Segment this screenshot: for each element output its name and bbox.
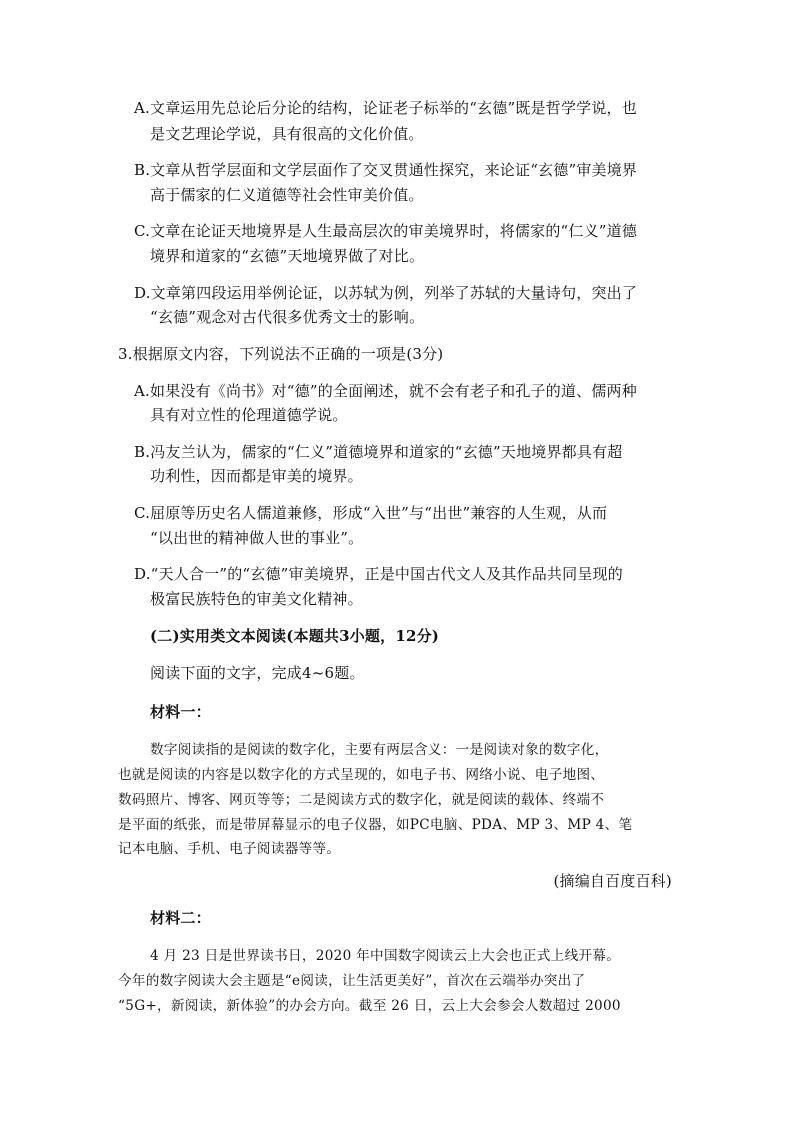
q2-option-c-line1: C.文章在论证天地境界是人生最高层次的审美境界时，将儒家的“仁义”道德	[134, 222, 638, 240]
q2-option-d-line2: “玄德”观念对古代很多优秀文士的影响。	[150, 308, 425, 326]
q3-option-a-line2: 具有对立性的伦理道德学说。	[150, 406, 348, 424]
q2-option-a-line2: 是文艺理论学说，具有很高的文化价值。	[150, 125, 424, 143]
material1-line-5: 记本电脑、手机、电子阅读器等等。	[118, 841, 341, 857]
q3-option-d-line2: 极富民族特色的审美文化精神。	[150, 590, 363, 608]
material2-line-2: 今年的数字阅读大会主题是“e阅读，让生活更美好”，首次在云端举办突出了	[118, 973, 586, 989]
q2-option-a-line1: A.文章运用先总论后分论的结构，论证老子标举的“玄德”既是哲学学说，也	[134, 99, 637, 117]
section-title: (二)实用类文本阅读(本题共3小题，12分)	[150, 627, 440, 645]
material1-line-2: 也就是阅读的内容是以数字化的方式呈现的，如电子书、网络小说、电子地图、	[118, 767, 605, 783]
material1-title: 材料一：	[150, 703, 211, 721]
material1-line-3: 数码照片、博客、网页等等；二是阅读方式的数字化，就是阅读的载体、终端不	[118, 792, 605, 808]
q3-option-d-line1: D.“天人合一”的“玄德”审美境界，正是中国古代文人及其作品共同呈现的	[134, 565, 623, 583]
q3-option-b-line2: 功利性，因而都是审美的境界。	[150, 467, 363, 485]
q3-option-c-line1: C.屈原等历史名人儒道兼修，形成“入世”与“出世”兼容的人生观，从而	[134, 504, 608, 522]
q2-option-b-line2: 高于儒家的仁义道德等社会性审美价值。	[150, 186, 424, 204]
q3-option-b-line1: B.冯友兰认为，儒家的“仁义”道德境界和道家的“玄德”天地境界都具有超	[134, 443, 623, 461]
material2-title: 材料二：	[150, 909, 211, 927]
q3-option-a-line1: A.如果没有《尚书》对“德”的全面阐述，就不会有老子和孔子的道、儒两种	[134, 382, 637, 400]
material2-line-1: 4 月 23 日是世界读书日，2020 年中国数字阅读云上大会也正式上线开幕。	[150, 948, 621, 964]
section-instruction: 阅读下面的文字，完成4~6题。	[150, 664, 365, 682]
q2-option-d-line1: D.文章第四段运用举例论证，以苏轼为例，列举了苏轼的大量诗句，突出了	[134, 284, 638, 302]
q2-option-c-line2: 境界和道家的“玄德”天地境界做了对比。	[150, 247, 425, 265]
material1-source: (摘编自百度百科)	[553, 872, 672, 890]
material1-line-1: 数字阅读指的是阅读的数字化，主要有两层含义：一是阅读对象的数字化，	[150, 742, 609, 758]
q3-stem: 3.根据原文内容，下列说法不正确的一项是(3分)	[118, 345, 444, 363]
q3-option-c-line2: “以出世的精神做人世的事业”。	[150, 529, 364, 547]
material2-line-3: “5G+，新阅读，新体验”的办会方向。截至 26 日，云上大会参会人数超过 2000	[118, 998, 621, 1014]
q2-option-b-line1: B.文章从哲学层面和文学层面作了交叉贯通性探究，来论证“玄德”审美境界	[134, 161, 638, 179]
material1-line-4: 是平面的纸张，而是带屏幕显示的电子仪器，如PC电脑、PDA、MP 3、MP 4、笔	[118, 817, 633, 833]
